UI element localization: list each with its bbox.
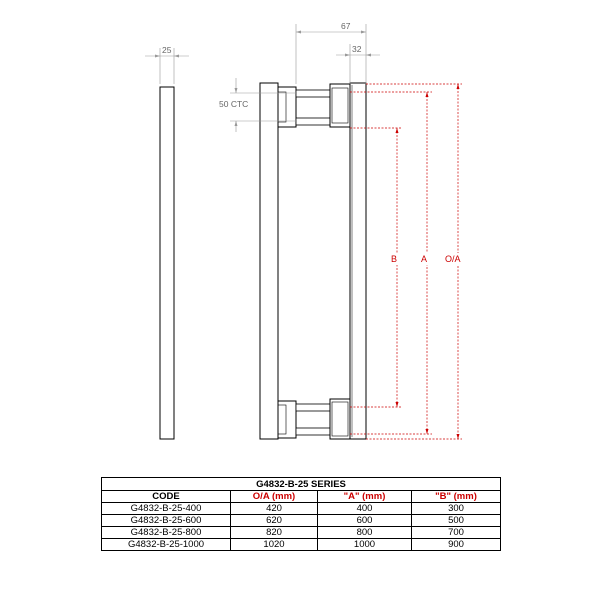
standoff-rod-top xyxy=(260,83,278,439)
cell-a: 600 xyxy=(318,515,412,527)
table-header-row xyxy=(102,491,501,503)
table-title: G4832-B-25 SERIES xyxy=(102,478,501,491)
header-oa: O/A (mm) xyxy=(231,491,318,503)
top-post-cap xyxy=(330,84,350,127)
cell-oa: 620 xyxy=(231,515,318,527)
bottom-connector-upper xyxy=(296,404,330,411)
top-connector-upper xyxy=(296,90,330,97)
table-row xyxy=(102,515,501,527)
grip-bar xyxy=(350,83,366,439)
cell-code: G4832-B-25-800 xyxy=(102,527,231,539)
cell-oa: 1020 xyxy=(231,539,318,551)
header-b: "B" (mm) xyxy=(412,491,501,503)
table-row xyxy=(102,539,501,551)
bottom-mount-block xyxy=(278,401,296,438)
bottom-connector-lower xyxy=(296,428,330,435)
cell-code: G4832-B-25-1000 xyxy=(102,539,231,551)
bar-width-label: 25 xyxy=(162,45,172,55)
post-size-label: 32 xyxy=(352,44,362,54)
cell-b: 900 xyxy=(412,539,501,551)
bottom-post-cap xyxy=(330,399,350,439)
cell-code: G4832-B-25-400 xyxy=(102,503,231,515)
cell-b: 500 xyxy=(412,515,501,527)
cell-oa: 420 xyxy=(231,503,318,515)
cell-code: G4832-B-25-600 xyxy=(102,515,231,527)
cell-a: 1000 xyxy=(318,539,412,551)
front-view xyxy=(260,83,366,439)
side-view-bar xyxy=(160,87,174,439)
cell-a: 400 xyxy=(318,503,412,515)
table-title-row xyxy=(102,478,501,491)
cell-b: 700 xyxy=(412,527,501,539)
cell-oa: 820 xyxy=(231,527,318,539)
side-view xyxy=(145,45,189,439)
spec-table xyxy=(101,477,501,551)
dimension-b-label: B xyxy=(391,254,398,264)
overall-depth-label: 67 xyxy=(341,21,351,31)
dimension-oa-label: O/A xyxy=(445,254,461,264)
dimension-a-label: A xyxy=(421,254,428,264)
cell-a: 800 xyxy=(318,527,412,539)
header-a: "A" (mm) xyxy=(318,491,412,503)
table-row xyxy=(102,503,501,515)
header-code: CODE xyxy=(102,491,231,503)
cell-b: 300 xyxy=(412,503,501,515)
post-ctc-label: 50 CTC xyxy=(219,99,249,109)
top-dimensions xyxy=(296,21,380,84)
table-row xyxy=(102,527,501,539)
top-connector-lower xyxy=(296,118,330,125)
